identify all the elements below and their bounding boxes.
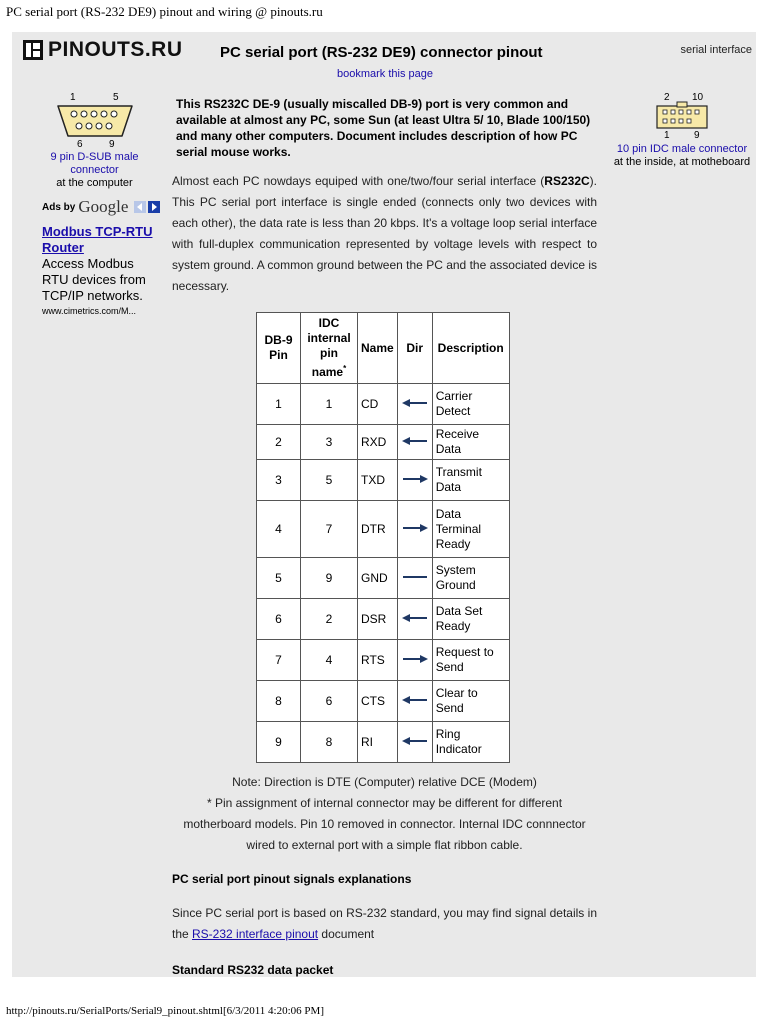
cell-idc-pin: 7 bbox=[301, 501, 358, 558]
ads-by-google[interactable] bbox=[42, 197, 160, 217]
arrow-right-icon bbox=[402, 654, 428, 664]
cell-idc-pin: 4 bbox=[301, 640, 358, 681]
cell-signal-name: RXD bbox=[358, 425, 398, 460]
cell-db9-pin: 6 bbox=[257, 599, 301, 640]
cell-description: Transmit Data bbox=[432, 460, 509, 501]
db9-bottom-left-label: 6 bbox=[76, 139, 83, 148]
para-part2: ). This PC serial port interface is single ended (connects only two devices with each other), the data rate is less than 20 kbps. It's a voltage loop serial interface with full-duplex communication represented by voltage levels with respect to system ground. A common ground between the PC and the associated device is necessary. bbox=[172, 174, 597, 293]
cell-db9-pin: 9 bbox=[257, 722, 301, 763]
col-db9: DB-9 Pin bbox=[257, 313, 301, 384]
col-dir: Dir bbox=[397, 313, 432, 384]
intro-text: This RS232C DE-9 (usually miscalled DB-9) port is very common and available at almost any PC, some Sun (at least Ultra 5/ 10, Blade 100/150) and many other computers. Document includes description of how PC serial mouse works. bbox=[176, 97, 591, 159]
note-block bbox=[172, 772, 597, 856]
cell-idc-pin: 1 bbox=[301, 384, 358, 425]
cell-idc-pin: 3 bbox=[301, 425, 358, 460]
description-paragraph bbox=[172, 171, 597, 297]
arrow-right-icon bbox=[402, 474, 428, 484]
ad-prev-icon[interactable] bbox=[134, 201, 146, 213]
arrow-left-icon bbox=[402, 398, 428, 408]
note-line2: * Pin assignment of internal connector may be different for different motherboard models. Pin 10 removed in connector. Internal IDC connnector wired to external port with a simple flat ribbon cable. bbox=[183, 796, 586, 852]
cell-db9-pin: 8 bbox=[257, 681, 301, 722]
ad-next-icon[interactable] bbox=[148, 201, 160, 213]
bookmark-link[interactable]: bookmark this page bbox=[337, 68, 433, 80]
cell-signal-name: CTS bbox=[358, 681, 398, 722]
rs232-link[interactable]: RS-232 interface pinout bbox=[192, 927, 319, 941]
section-title-signals: PC serial port pinout signals explanations bbox=[172, 872, 412, 886]
idc-figure bbox=[612, 92, 752, 169]
cell-description: Data Set Ready bbox=[432, 599, 509, 640]
cell-idc-pin: 6 bbox=[301, 681, 358, 722]
page-title: PC serial port (RS-232 DE9) connector pinout bbox=[220, 44, 543, 61]
ads-prefix: Ads by bbox=[42, 201, 76, 213]
section-text-before: Since PC serial port is based on RS-232 standard, you may find signal details in the bbox=[172, 906, 597, 941]
ad-block[interactable] bbox=[42, 224, 154, 316]
cell-description: Receive Data bbox=[432, 425, 509, 460]
table-row bbox=[257, 460, 510, 501]
cell-db9-pin: 3 bbox=[257, 460, 301, 501]
cell-db9-pin: 7 bbox=[257, 640, 301, 681]
db9-top-right-label: 5 bbox=[112, 92, 119, 103]
cell-signal-name: GND bbox=[358, 558, 398, 599]
section-text-signals bbox=[172, 903, 597, 945]
ground-line-icon bbox=[402, 572, 428, 582]
category-label: serial interface bbox=[680, 44, 752, 56]
col-name: Name bbox=[358, 313, 398, 384]
table-row bbox=[257, 681, 510, 722]
cell-db9-pin: 5 bbox=[257, 558, 301, 599]
cell-description: System Ground bbox=[432, 558, 509, 599]
cell-description: Data Terminal Ready bbox=[432, 501, 509, 558]
cell-idc-pin: 8 bbox=[301, 722, 358, 763]
logo-text: PINOUTS.RU bbox=[48, 38, 183, 61]
table-row bbox=[257, 722, 510, 763]
col-idc bbox=[301, 313, 358, 384]
cell-db9-pin: 4 bbox=[257, 501, 301, 558]
col-idc-label: IDC internal pin name bbox=[307, 316, 351, 379]
cell-description: Ring Indicator bbox=[432, 722, 509, 763]
cell-idc-pin: 2 bbox=[301, 599, 358, 640]
cell-idc-pin: 5 bbox=[301, 460, 358, 501]
cell-direction bbox=[397, 425, 432, 460]
idc-bottom-right-label: 9 bbox=[694, 130, 700, 140]
ad-text: Access Modbus RTU devices from TCP/IP networks. bbox=[42, 256, 146, 303]
para-bold: RS232C bbox=[544, 174, 590, 188]
cell-signal-name: DSR bbox=[358, 599, 398, 640]
site-header bbox=[12, 32, 756, 60]
cell-description: Carrier Detect bbox=[432, 384, 509, 425]
table-row bbox=[257, 384, 510, 425]
table-row bbox=[257, 599, 510, 640]
cell-direction bbox=[397, 640, 432, 681]
cell-db9-pin: 2 bbox=[257, 425, 301, 460]
cell-description: Request to Send bbox=[432, 640, 509, 681]
cell-direction bbox=[397, 722, 432, 763]
google-logo: Google bbox=[78, 197, 129, 216]
idc-bottom-left-label: 1 bbox=[664, 130, 670, 140]
db9-connector-icon bbox=[50, 92, 140, 148]
db9-bottom-right-label: 9 bbox=[108, 139, 115, 148]
cell-direction bbox=[397, 681, 432, 722]
idc-caption-text: at the inside, at motheboard bbox=[613, 156, 751, 168]
ad-title[interactable]: Modbus TCP-RTU Router bbox=[42, 224, 153, 255]
idc-top-left-label: 2 bbox=[664, 92, 670, 103]
cell-signal-name: DTR bbox=[358, 501, 398, 558]
idc-caption-link[interactable]: 10 pin IDC male connector bbox=[616, 143, 748, 155]
section-title-packet: Standard RS232 data packet bbox=[172, 963, 334, 977]
db9-caption-link[interactable]: 9 pin D-SUB male connector bbox=[50, 151, 139, 176]
db9-caption-text: at the computer bbox=[56, 177, 133, 189]
table-row bbox=[257, 501, 510, 558]
note-line1: Note: Direction is DTE (Computer) relative DCE (Modem) bbox=[232, 775, 537, 789]
table-row bbox=[257, 425, 510, 460]
cell-signal-name: TXD bbox=[358, 460, 398, 501]
db9-top-left-label: 1 bbox=[69, 92, 76, 103]
cell-idc-pin: 9 bbox=[301, 558, 358, 599]
section-text-after: document bbox=[318, 927, 375, 941]
table-header-row bbox=[257, 313, 510, 384]
pinout-table bbox=[256, 312, 510, 763]
page-frame bbox=[12, 32, 756, 977]
print-footer: http://pinouts.ru/SerialPorts/Serial9_pinout.shtml[6/3/2011 4:20:06 PM] bbox=[6, 1005, 324, 1017]
cell-direction bbox=[397, 599, 432, 640]
table-row bbox=[257, 640, 510, 681]
site-logo[interactable] bbox=[22, 38, 183, 62]
para-part1: Almost each PC nowdays equiped with one/two/four serial interface ( bbox=[172, 174, 545, 188]
ad-url[interactable]: www.cimetrics.com/M... bbox=[42, 306, 137, 316]
table-row bbox=[257, 558, 510, 599]
cell-signal-name: RTS bbox=[358, 640, 398, 681]
col-desc: Description bbox=[432, 313, 509, 384]
cell-direction bbox=[397, 501, 432, 558]
idc-top-right-label: 10 bbox=[692, 92, 704, 103]
cell-direction bbox=[397, 384, 432, 425]
idc-connector-icon bbox=[647, 92, 717, 140]
cell-direction bbox=[397, 558, 432, 599]
cell-description: Clear to Send bbox=[432, 681, 509, 722]
cell-signal-name: RI bbox=[358, 722, 398, 763]
print-header: PC serial port (RS-232 DE9) pinout and wiring @ pinouts.ru bbox=[6, 4, 323, 19]
cell-signal-name: CD bbox=[358, 384, 398, 425]
arrow-left-icon bbox=[402, 613, 428, 623]
arrow-left-icon bbox=[402, 695, 428, 705]
db9-figure bbox=[42, 92, 147, 190]
cell-db9-pin: 1 bbox=[257, 384, 301, 425]
arrow-left-icon bbox=[402, 736, 428, 746]
arrow-left-icon bbox=[402, 436, 428, 446]
connector-logo-icon bbox=[22, 39, 44, 61]
cell-direction bbox=[397, 460, 432, 501]
col-idc-footnote: * bbox=[343, 364, 347, 373]
arrow-right-icon bbox=[402, 523, 428, 533]
